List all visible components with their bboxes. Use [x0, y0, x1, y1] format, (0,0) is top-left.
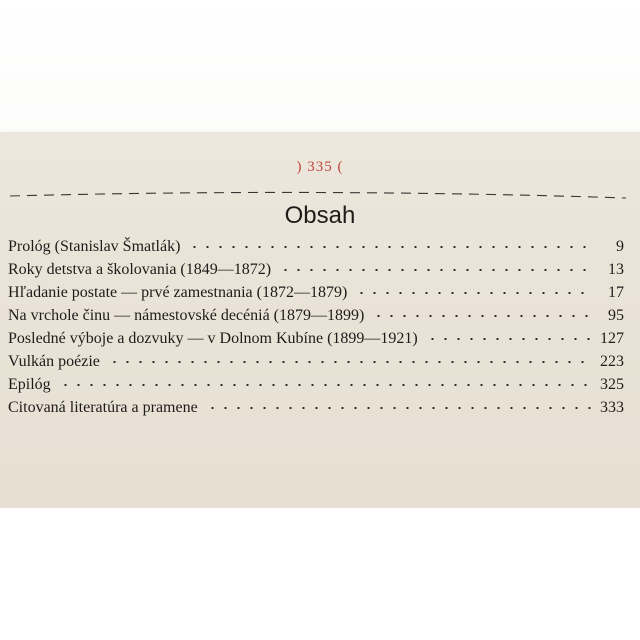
background-top — [0, 0, 640, 132]
toc-entry-page: 9 — [616, 238, 624, 255]
dot-leader — [426, 338, 592, 340]
toc-entry — [8, 238, 624, 261]
toc-entry-title: Epilóg — [8, 376, 51, 393]
toc-entry-title: Vulkán poézie — [8, 353, 100, 370]
toc-entry-page: 17 — [608, 284, 624, 301]
toc-entry-title: Na vrchole činu — námestovské decéniá (1879—1899) — [8, 307, 365, 324]
background-bottom — [0, 508, 640, 640]
toc-entry-page: 95 — [608, 307, 624, 324]
toc-entry-title: Posledné výboje a dozvuky — v Dolnom Kubíne (1899—1921) — [8, 330, 418, 347]
toc-entry-page: 127 — [600, 330, 624, 347]
toc-entry — [8, 307, 624, 330]
toc-entry-title: Citovaná literatúra a pramene — [8, 399, 198, 416]
dot-leader — [108, 361, 592, 363]
dot-leader — [279, 269, 592, 271]
dot-leader — [355, 292, 592, 294]
toc-entry-title: Prológ (Stanislav Šmatlák) — [8, 238, 181, 255]
toc-entry — [8, 284, 624, 307]
toc-entry-page: 13 — [608, 261, 624, 278]
toc-entry-page: 223 — [600, 353, 624, 370]
dot-leader — [188, 246, 592, 248]
dot-leader — [206, 407, 592, 409]
page-title: Obsah — [284, 202, 356, 229]
dot-leader — [372, 315, 592, 317]
page-number: ) 335 ( — [296, 159, 344, 175]
table-of-contents — [8, 238, 624, 422]
toc-entry — [8, 399, 624, 422]
toc-entry — [8, 330, 624, 353]
toc-entry — [8, 376, 624, 399]
toc-entry — [8, 261, 624, 284]
dot-leader — [59, 384, 592, 386]
toc-entry-title: Roky detstva a školovania (1849—1872) — [8, 261, 272, 278]
toc-entry-page: 325 — [600, 376, 624, 393]
toc-entry-title: Hľadanie postate — prvé zamestnania (1872—1879) — [8, 284, 348, 301]
toc-entry-page: 333 — [600, 399, 624, 416]
dashed-rule — [10, 190, 626, 200]
toc-entry — [8, 353, 624, 376]
